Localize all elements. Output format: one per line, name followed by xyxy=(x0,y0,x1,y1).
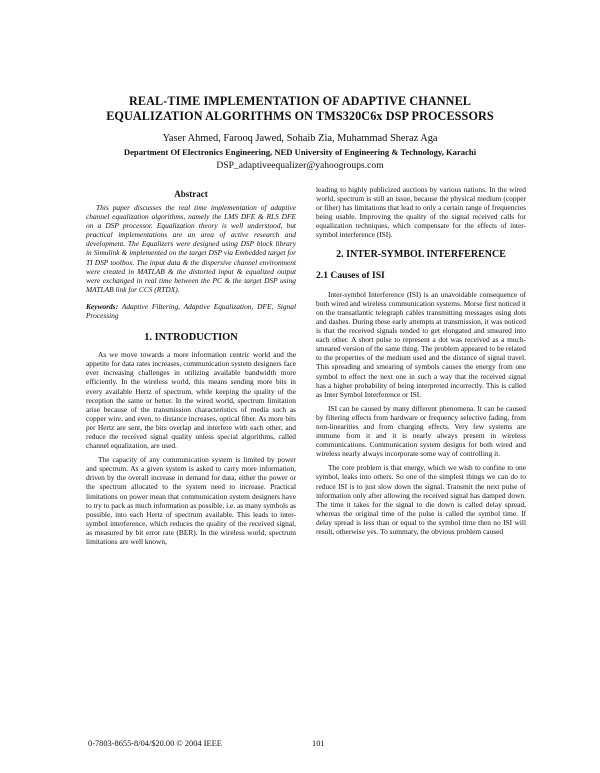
paper-title xyxy=(60,94,540,124)
causes-subheading: 2.1 Causes of ISI xyxy=(316,269,385,281)
introduction-heading: 1. INTRODUCTION xyxy=(144,332,238,344)
keywords xyxy=(86,302,296,320)
affiliation: Department Of Electronics Engineering, NED University of Engineering & Technology, Karachi xyxy=(123,147,477,157)
author-list: Yaser Ahmed, Farooq Jawed, Sohaib Zia, Muhammad Sheraz Aga xyxy=(162,133,438,144)
intro-paragraph-1: As we move towards a more information centric world and the appetite for data rates increases, communication system designers face ever increasing challenges in utilizing available bandwidth more efficiently. In the wireless world, this means sending more bits in every available Hertz of spectrum, while keeping the quality of the reception the same or better. In the wired world, spectrum limitation arise because of the transmission characteristics of media such as copper wire, and even, to distance increases, optical fiber. As more bits per Hertz are sent, the bits overlap and interfere with each other, and reduce the received signal quality unless special algorithms, called channel equalization, are used. xyxy=(86,350,296,451)
right-column xyxy=(316,185,526,541)
abstract-heading: Abstract xyxy=(174,189,208,199)
keywords-label: Keywords: xyxy=(86,301,119,311)
isi-paragraph-1: Inter-symbol Interference (ISI) is an unavoidable consequence of both wired and wireless communication systems. Morse first noticed it on the transatlantic telegraph cables transmitting messages using dots and dashes. During these early attempts at transmission, it was noticed is that the received signals tended to get elongated and smeared into each other. A short pulse to represent a dot was received as a much-smeared version of the same thing. The problem appeared to be related to the properties of the medium used and the distance of signal travel. This spreading and smearing of symbols causes the energy from one symbol to effect the next one in such a way that the received signal has a higher probability of being interpreted incorrectly. This is called as Inter Symbol Interference or ISI. xyxy=(316,289,526,399)
keywords-text: Adaptive Filtering, Adaptive Equalization, DFE, Signal Processing xyxy=(86,301,296,321)
intro-paragraph-2: The capacity of any communication system is limited by power and spectrum. As a given system is asked to carry more information, driven by the overall increase in demand for data, either the power or the spectrum allocated to the system need to increase. Practical limitations on power mean that communication system designers have to try to pack as much information as possible, i.e. as many symbols as possible, into each Hertz of spectrum available. This leads to inter-symbol interference, which reduces the quality of the received signal, as measured by bit error rate (BER). In the wireless world, spectrum limitations are well known, xyxy=(86,455,296,546)
contact-email: DSP_adaptiveequalizer@yahoogroups.com xyxy=(216,160,384,171)
isi-section-heading: 2. INTER-SYMBOL INTERFERENCE xyxy=(336,248,506,260)
abstract-text: This paper discusses the real time implementation of adaptive channel equalization algorithms, namely the LMS DFE & RLS DFE on a DSP processor. Equalization theory is well understood, but practical implementations are an area of active research and development. The Equalizers were designed using DSP block library in Simulink & implemented on the target DSP via Embedded target for TI DSP toolbox. The input data & the dispersive channel environment were created in MATLAB & the distorted input & equalized output were exchanged in real time between the PC & the target DSP using MATLAB link for CCS (RTDX). xyxy=(86,203,296,294)
page-number: 101 xyxy=(312,739,325,748)
title-line-2: EQUALIZATION ALGORITHMS ON TMS320C6x DSP PROCESSORS xyxy=(106,109,494,123)
left-column xyxy=(86,188,296,551)
continued-paragraph: leading to highly publicized auctions by various nations. In the wired world, spectrum is still an issue, because the physical medium (copper or fiber) has limitations that lead to only a certain range of frequencies being usable. Improving the quality of the signal received calls for equalization techniques, which compensate for the effects of inter-symbol interference (ISI). xyxy=(316,185,526,240)
isi-paragraph-2: ISI can be caused by many different phenomena. It can be caused by filtering effects from hardware or frequency selective fading, from non-linearities and from charging effects. Very few systems are immune from it and it is nearly always present in wireless communications. Communication system designs for both wired and wireless nearly always incorporate some way of controlling it. xyxy=(316,403,526,459)
title-line-1: REAL-TIME IMPLEMENTATION OF ADAPTIVE CHANNEL xyxy=(128,94,472,108)
copyright-footer: 0-7803-8655-8/04/$20.00 © 2004 IEEE xyxy=(88,739,222,748)
isi-paragraph-3: The core problem is that energy, which we wish to confine to one symbol, leaks into others. So one of the simplest things we can do to reduce ISI is to just slow down the signal. Transmit the next pulse of information only after allowing the received signal has damped down. The time it takes for the signal to die down is called delay spread, whereas the original time of the pulse is called the symbol time. If delay spread is less than or equal to the symbol time then no ISI will result, otherwise yes. To summary, the obvious problem caused xyxy=(316,463,526,536)
